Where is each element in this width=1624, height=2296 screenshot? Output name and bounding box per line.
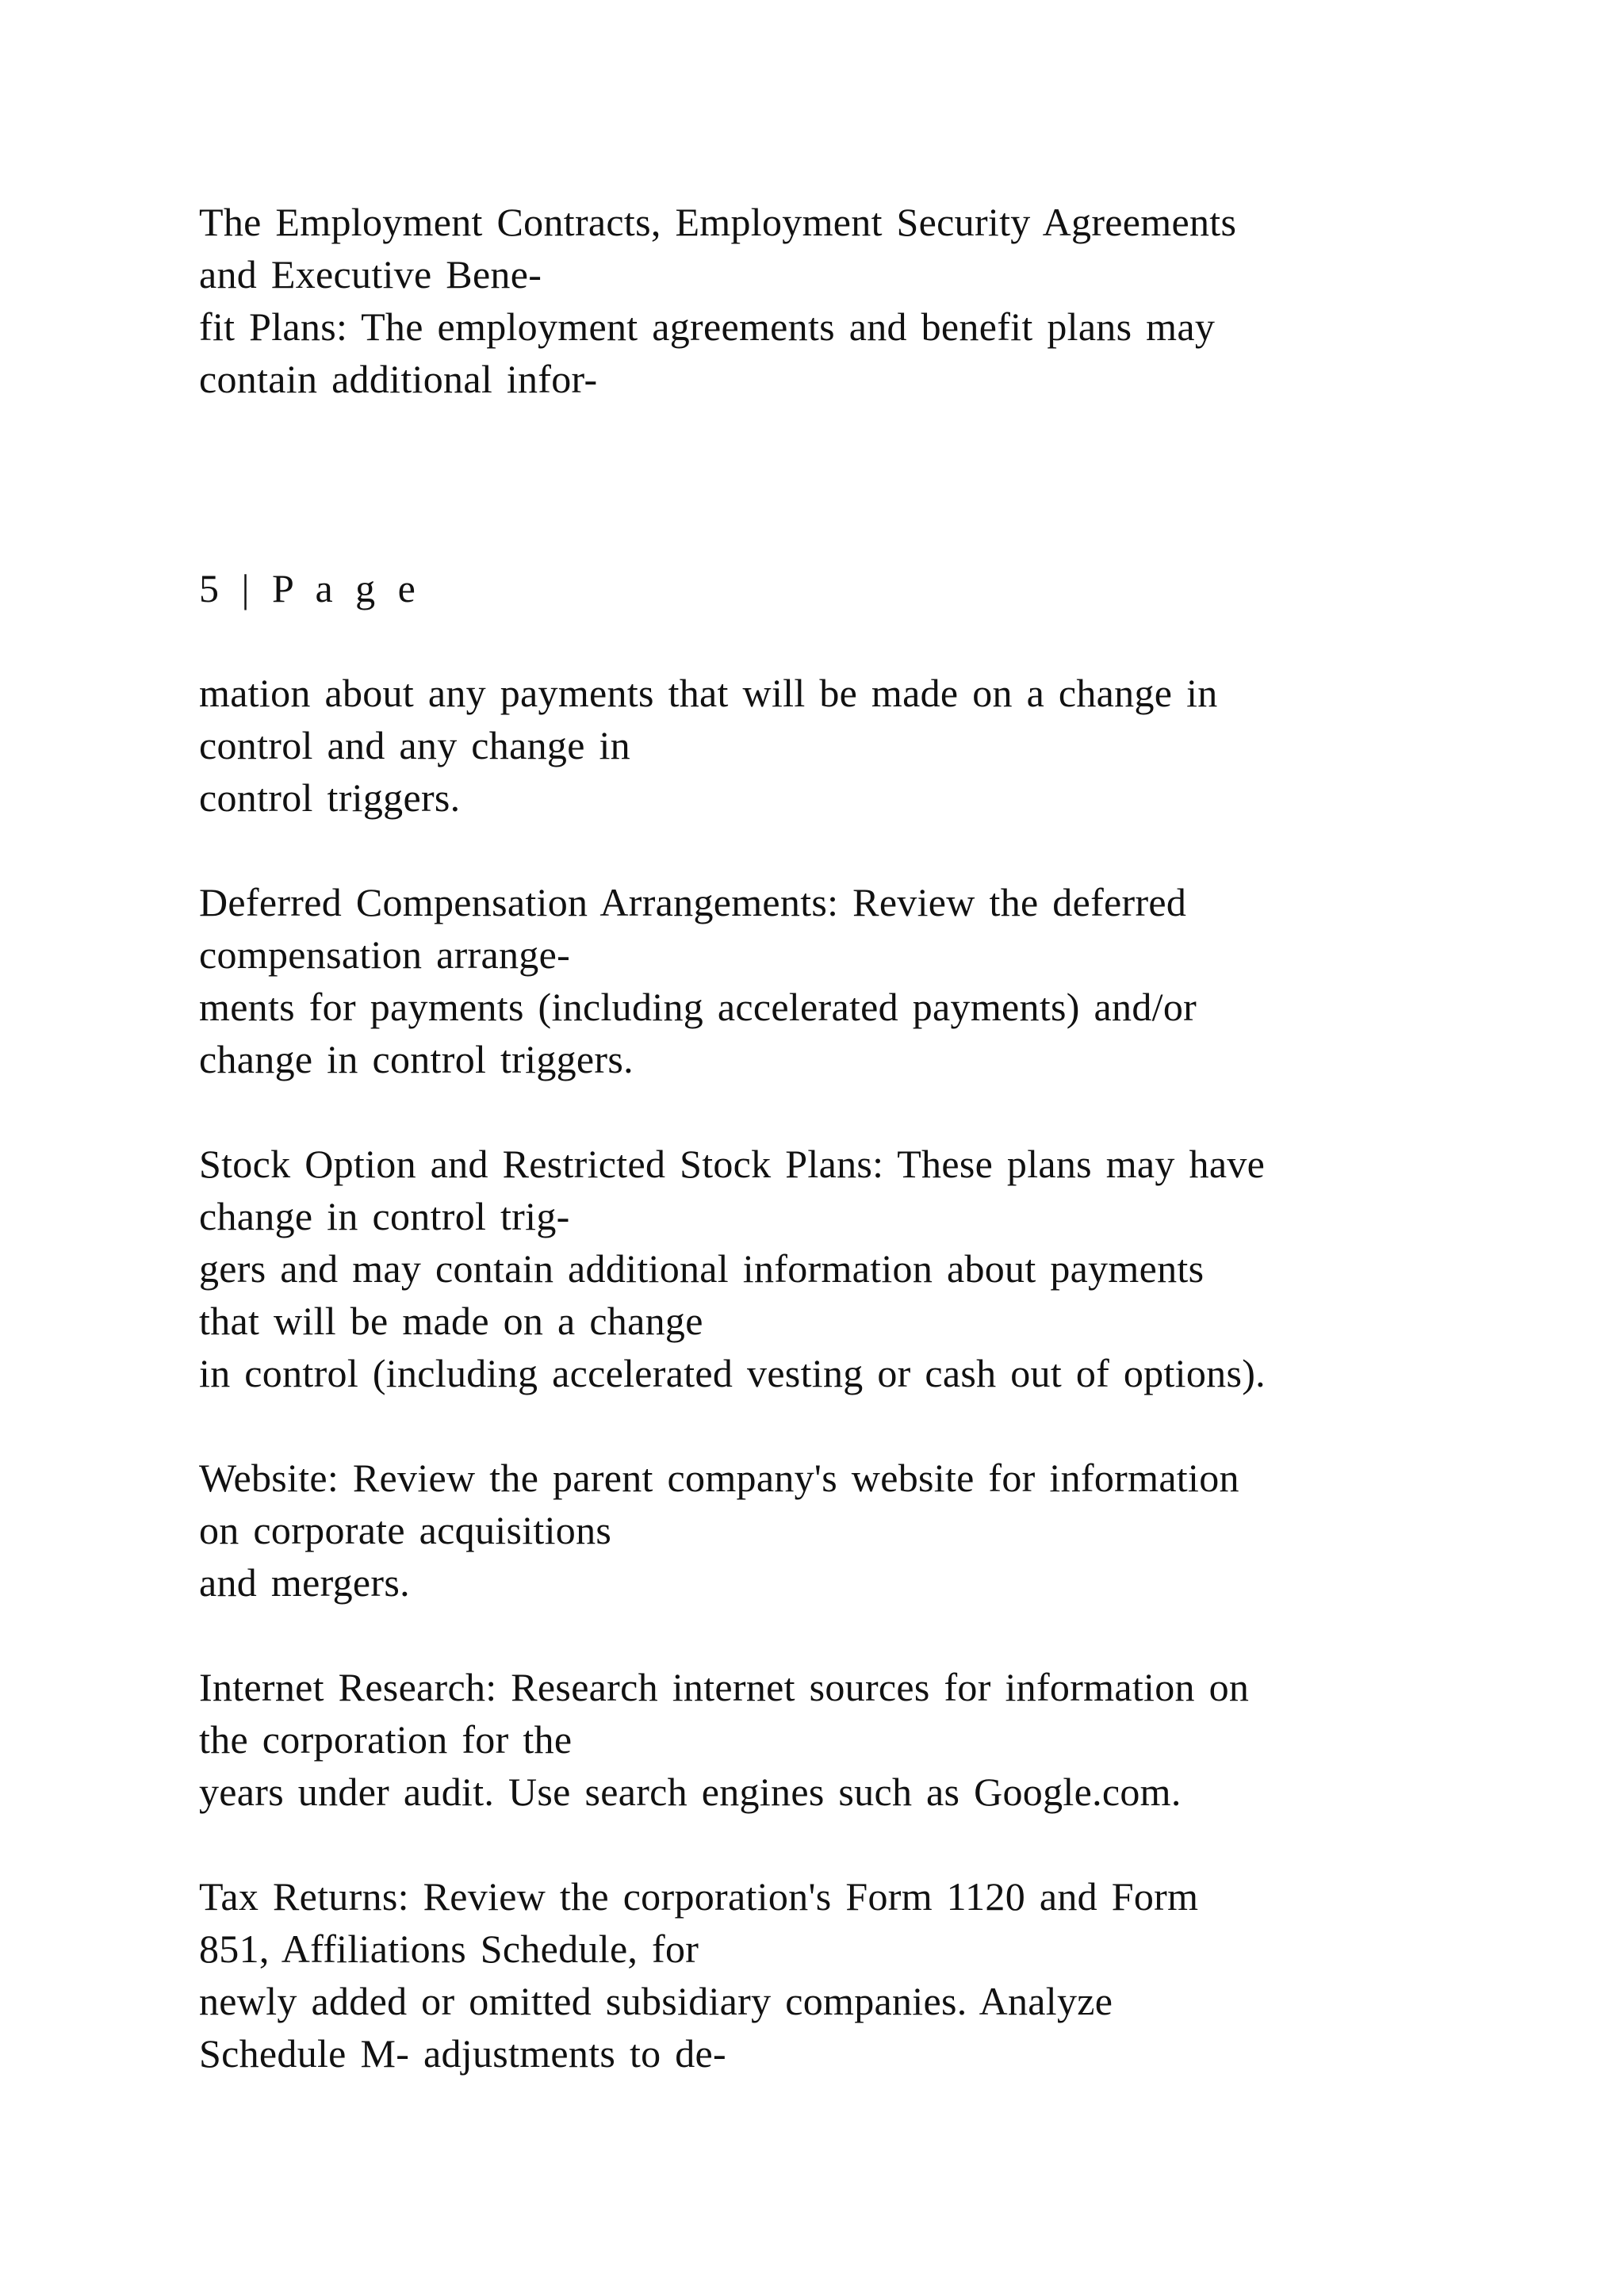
paragraph-line: ments for payments (including accelerated payments) and/or [199,985,1197,1029]
paragraph-line: on corporate acquisitions [199,1508,612,1552]
paragraph-line: control and any change in [199,723,630,767]
paragraph-line: change in control trig- [199,1194,570,1238]
paragraph-line: in control (including accelerated vesting or cash out of options). [199,1351,1266,1395]
paragraph-line: contain additional infor- [199,357,598,401]
paragraph-line: mation about any payments that will be made on a change in [199,671,1218,715]
paragraph-line: Stock Option and Restricted Stock Plans: These plans may have [199,1142,1266,1186]
paragraph-line: Internet Research: Research internet sources for information on [199,1665,1250,1709]
paragraph-line: and mergers. [199,1560,410,1605]
paragraph-line: years under audit. Use search engines such as Google.com. [199,1770,1182,1814]
paragraph-line: gers and may contain additional information about payments [199,1246,1205,1291]
paragraph-line: fit Plans: The employment agreements and benefit plans may [199,304,1216,349]
paragraph-line: control triggers. [199,775,461,820]
paragraph-line: and Executive Bene- [199,252,542,297]
page-number-marker: 5 | P a g e [199,566,422,610]
paragraph-line: Deferred Compensation Arrangements: Review the deferred [199,880,1187,924]
paragraph-line: change in control triggers. [199,1037,634,1081]
paragraph-line: Website: Review the parent company's website for information [199,1456,1239,1500]
paragraph-line: that will be made on a change [199,1299,703,1343]
paragraph-line: 851, Affiliations Schedule, for [199,1927,699,1971]
paragraph-line: The Employment Contracts, Employment Security Agreements [199,200,1237,244]
paragraph-line: compensation arrange- [199,932,571,977]
paragraph-line: the corporation for the [199,1717,573,1762]
paragraph-line: newly added or omitted subsidiary companies. Analyze [199,1979,1113,2023]
paragraph-line: Tax Returns: Review the corporation's Form 1120 and Form [199,1874,1199,1919]
paragraph-line: Schedule M- adjustments to de- [199,2031,726,2076]
